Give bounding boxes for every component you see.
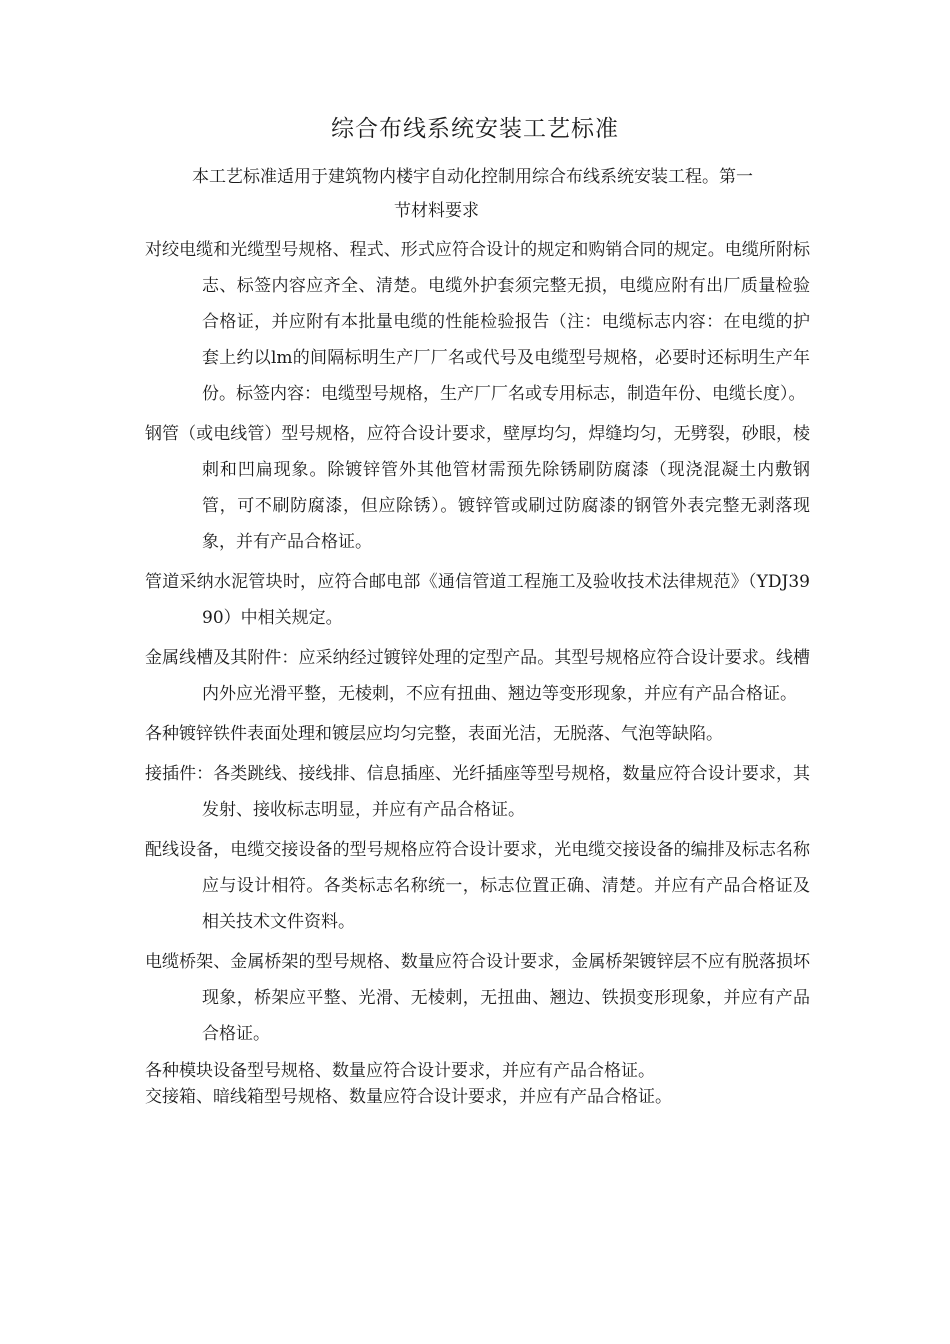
paragraph-steel-pipe: 钢管（或电线管）型号规格，应符合设计要求，壁厚均匀，焊缝均匀，无劈裂，砂眼，棱刺和凹扁现象。除镀锌管外其他管材需预先除锈刷防腐漆（现浇混凝土内敷钢管，可不刷防腐漆，但应除锈）。镀锌管或刷过防腐漆的钢管外表完整无剥落现象，并有产品合格证。 (145, 424, 810, 552)
intro-text (192, 160, 812, 228)
paragraph-distribution: 配线设备，电缆交接设备的型号规格应符合设计要求，光电缆交接设备的编排及标志名称应与设计相符。各类标志名称统一，标志位置正确、清楚。并应有产品合格证及相关技术文件资料。 (145, 840, 810, 932)
paragraph-cement-pipe: 管道采纳水泥管块时，应符合邮电部《通信管道工程施工及验收技术法律规范》（YDJ39 90）中相关规定。 (145, 572, 810, 628)
paragraph-metal-trunking: 金属线槽及其附件：应采纳经过镀锌处理的定型产品。其型号规格应符合设计要求。线槽内外应光滑平整，无棱刺，不应有扭曲、翘边等变形现象，并应有产品合格证。 (145, 648, 810, 704)
paragraph-boxes: 交接箱、暗线箱型号规格、数量应符合设计要求，并应有产品合格证。 (145, 1087, 672, 1107)
intro-line-1: 本工艺标准适用于建筑物内楼宇自动化控制用综合布线系统安装工程。第一 (192, 167, 753, 187)
document-title: 综合布线系统安装工艺标准 (331, 116, 619, 142)
document-body (145, 232, 810, 1110)
paragraph-galvanized-parts: 各种镀锌铁件表面处理和镀层应均匀完整，表面光洁，无脱落、气泡等缺陷。 (145, 724, 723, 744)
paragraph-connectors: 接插件：各类跳线、接线排、信息插座、光纤插座等型号规格，数量应符合设计要求，其发射、接收标志明显，并应有产品合格证。 (145, 764, 810, 820)
paragraph-cable-tray: 电缆桥架、金属桥架的型号规格、数量应符合设计要求，金属桥架镀锌层不应有脱落损坏现象，桥架应平整、光滑、无棱刺，无扭曲、翘边、铁损变形现象，并应有产品合格证。 (145, 952, 810, 1044)
paragraph-cable: 对绞电缆和光缆型号规格、程式、形式应符合设计的规定和购销合同的规定。电缆所附标志、标签内容应齐全、清楚。电缆外护套须完整无损，电缆应附有出厂质量检验合格证，并应附有本批量电缆的性能检验报告（注：电缆标志内容：在电缆的护套上约以lm的间隔标明生产厂厂名或代号及电缆型号规格，必要时还标明生产年份。标签内容：电缆型号规格，生产厂厂名或专用标志，制造年份、电缆长度）。 (145, 240, 810, 404)
section-heading: 节材料要求 (394, 201, 479, 221)
paragraph-modules: 各种模块设备型号规格、数量应符合设计要求，并应有产品合格证。 (145, 1061, 655, 1081)
